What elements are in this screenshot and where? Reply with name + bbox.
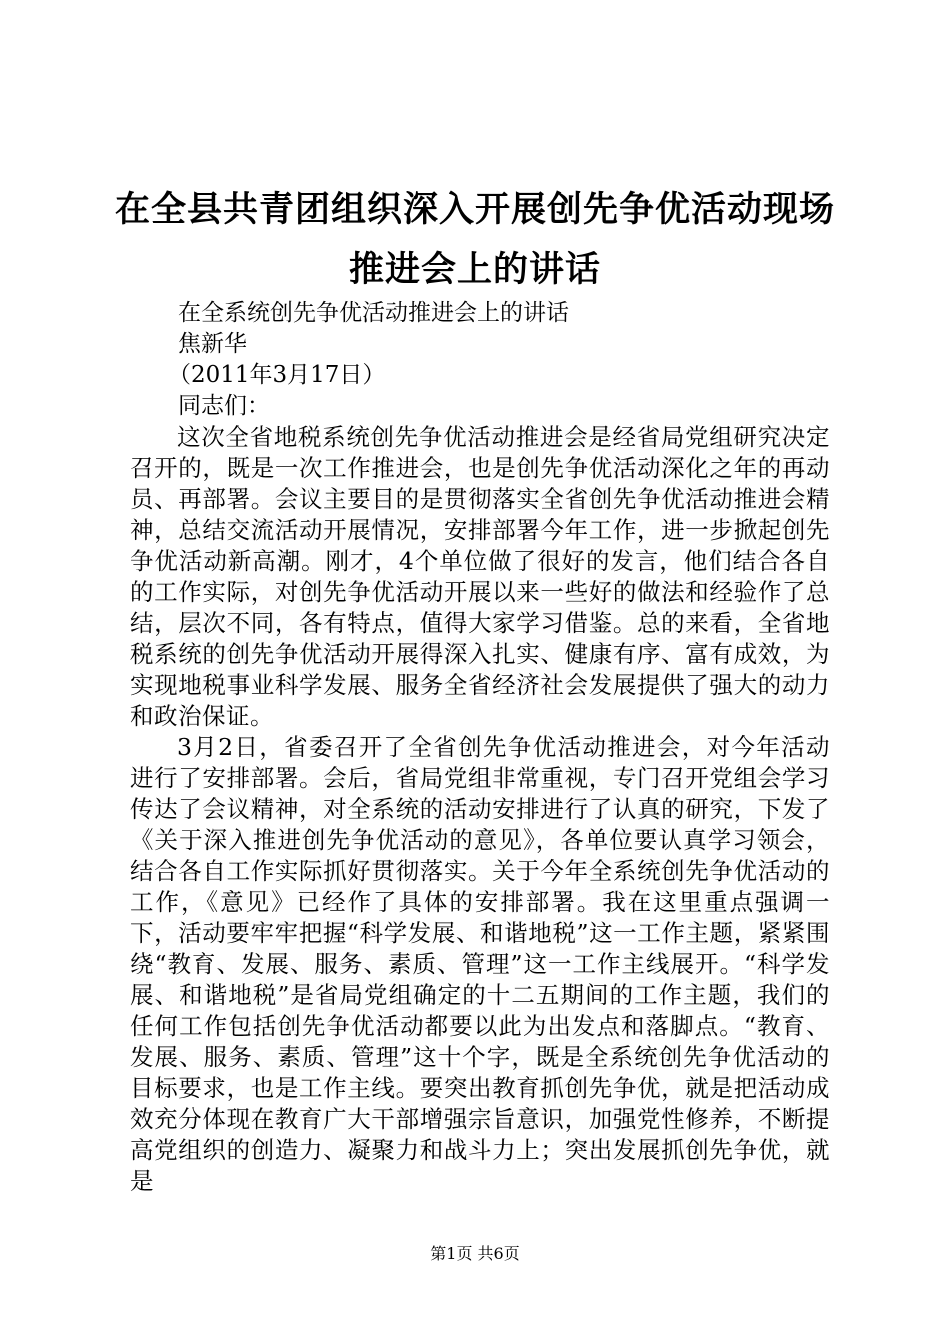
speech-subtitle: 在全系统创先争优活动推进会上的讲话: [178, 300, 569, 326]
page-footer: 第1页 共6页: [430, 1244, 520, 1263]
paragraph-1: 这次全省地税系统创先争优活动推进会是经省局党组研究决定召开的，既是一次工作推进会，也是创先争优活动深化之年的再动员、再部署。会议主要目的是贯彻落实全省创先争优活动推进会精神，总结交流活动开展情况，安排部署今年工作，进一步掀起创先争优活动新高潮。刚才，4个单位做了很好的发言，他们结合各自的工作实际，对创先争优活动开展以来一些好的做法和经验作了总结，层次不同，各有特点，值得大家学习借鉴。总的来看，全省地税系统的创先争优活动开展得深入扎实、健康有序、富有成效，为实现地税事业科学发展、服务全省经济社会发展提供了强大的动力和政治保证。: [130, 423, 830, 730]
document-title-line-2: 推进会上的讲话: [348, 250, 601, 290]
speaker-name: 焦新华: [178, 331, 247, 357]
paragraph-2: 3月2日，省委召开了全省创先争优活动推进会，对今年活动进行了安排部署。会后，省局党组非常重视，专门召开党组会学习传达了会议精神，对全系统的活动安排进行了认真的研究，下发了《关于深入推进创先争优活动的意见》，各单位要认真学习领会，结合各自工作实际抓好贯彻落实。关于今年全系统创先争优活动的工作，《意见》已经作了具体的安排部署。我在这里重点强调一下，活动要牢牢把握“科学发展、和谐地税”这一工作主题，紧紧围绕“教育、发展、服务、素质、管理”这一工作主线展开。“科学发展、和谐地税”是省局党组确定的十二五期间的工作主题，我们的任何工作包括创先争优活动都要以此为出发点和落脚点。“教育、发展、服务、素质、管理”这十个字，既是全系统创先争优活动的目标要求，也是工作主线。要突出教育抓创先争优，就是把活动成效充分体现在教育广大干部增强宗旨意识，加强党性修养，不断提高党组织的创造力、凝聚力和战斗力上；突出发展抓创先争优，就是: [130, 733, 830, 1195]
salutation: 同志们：: [178, 393, 270, 419]
speech-date: （2011年3月17日）: [168, 362, 386, 388]
document-body: [130, 422, 830, 1197]
document-title-line-1: 在全县共青团组织深入开展创先争优活动现场: [114, 190, 835, 230]
